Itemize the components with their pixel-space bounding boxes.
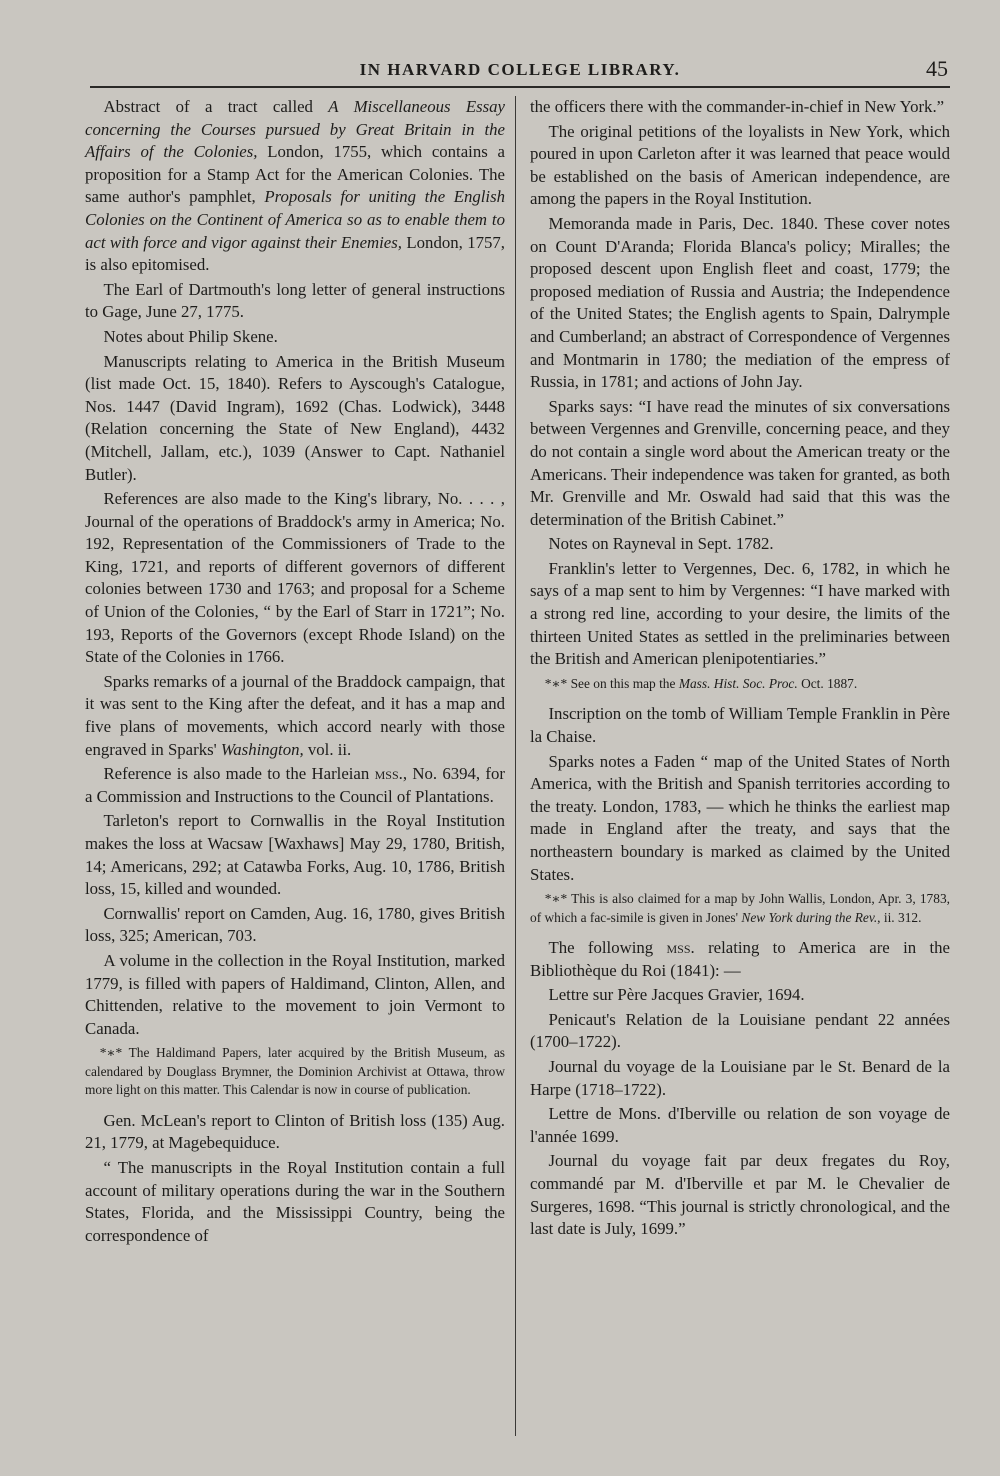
paragraph: Sparks says: “I have read the minutes of six conversations between Vergennes and Grenville, concerning peace, and they do not contain a single word about the American treaty or the Americans. Their independence was taken for granted, as both Mr. Grenville and Mr. Oswald had said that this was the determination of the British Cabinet.” bbox=[530, 396, 950, 529]
footnote bbox=[530, 675, 950, 694]
text-run: The following bbox=[548, 938, 667, 958]
footnote: *∗* The Haldimand Papers, later acquired by the British Museum, as calendared by Douglass Brymner, the Dominion Archivist at Ottawa, throw more light on this matter. This Calendar is now in course of publication. bbox=[85, 1045, 505, 1098]
text-run: relating to America are in the Bibliothèque du Roi (1841): — bbox=[530, 938, 950, 980]
paragraph: Journal du voyage de la Louisiane par le St. Benard de la Harpe (1718–1722). bbox=[530, 1057, 950, 1099]
left-column bbox=[85, 96, 505, 1249]
small-caps-run: mss. bbox=[666, 938, 695, 958]
paragraph: Lettre de Mons. d'Iberville ou relation de son voyage de l'année 1699. bbox=[530, 1104, 950, 1146]
title-italic: A Miscellaneous Essay concerning the Courses pursued by Great Britain in the Affairs of the Colonies, bbox=[85, 97, 505, 162]
text-run: Oct. 1887. bbox=[797, 675, 858, 691]
paragraph: Tarleton's report to Cornwallis in the Royal Institution makes the loss at Wacsaw [Waxhaws] May 29, 1780, British, 14; Americans, 292; at Catawba Forks, Aug. 10, 1786, British loss, 15, killed and wounded. bbox=[85, 811, 505, 899]
paragraph: Notes about Philip Skene. bbox=[103, 326, 278, 346]
paragraph: Notes on Rayneval in Sept. 1782. bbox=[548, 534, 774, 554]
paragraph bbox=[85, 763, 505, 808]
column-rule bbox=[515, 96, 516, 1436]
paragraph bbox=[530, 937, 950, 982]
title-italic: Proposals for uniting the English Colonies on the Continent of America so as to enable them to act with force and vigor against their Enemies, bbox=[85, 187, 506, 252]
text-run: *∗* See on this map the bbox=[544, 675, 679, 691]
text-run: London, 1757, is also epitomised. bbox=[85, 232, 505, 275]
footnote bbox=[530, 890, 950, 927]
right-column bbox=[530, 96, 950, 1243]
paragraph: Gen. McLean's report to Clinton of British loss (135) Aug. 21, 1779, at Magebequiduce. bbox=[85, 1110, 505, 1153]
title-italic: New York during the Rev. bbox=[741, 909, 878, 925]
paragraph: Manuscripts relating to America in the British Museum (list made Oct. 15, 1840). Refers to Ayscough's Catalogue, Nos. 1447 (David Ingram), 1692 (Chas. Lodwick), 3448 (Relation concerning the State of New England), 4432 (Mitchell, Jallam, etc.), 1039 (Answer to Capt. Nathaniel Butler). bbox=[85, 351, 505, 484]
paragraph: The Earl of Dartmouth's long letter of general instructions to Gage, June 27, 1775. bbox=[85, 279, 505, 322]
paragraph: Sparks notes a Faden “ map of the United States of North America, with the British and Spanish territories according to the treaty. London, 1783, — which he thinks the earliest map made in England after the treaty, and says that the northeastern boundary is marked as claimed by the United States. bbox=[530, 751, 950, 884]
paragraph: A volume in the collection in the Royal Institution, marked 1779, is filled with papers of Haldimand, Clinton, Allen, and Chittenden, relative to the movement to join Vermont to Canada. bbox=[85, 950, 505, 1038]
small-caps-run: mss. bbox=[374, 764, 403, 784]
title-italic: Washington, bbox=[220, 739, 304, 759]
paragraph: Penicaut's Relation de la Louisiane pendant 22 années (1700–1722). bbox=[530, 1009, 950, 1052]
paragraph: Franklin's letter to Vergennes, Dec. 6, 1782, in which he says of a map sent to him by Vergennes: “I have marked with a strong red line, according to your desire, the limits of the thirteen United States as settled in the preliminaries between the British and American plenipotentiaries.” bbox=[530, 558, 950, 669]
paragraph: Lettre sur Père Jacques Gravier, 1694. bbox=[548, 985, 805, 1005]
paragraph: Cornwallis' report on Camden, Aug. 16, 1780, gives British loss, 325; American, 703. bbox=[85, 903, 505, 946]
paragraph: Journal du voyage fait par deux fregates du Roy, commandé par M. d'Iberville et par M. le Chevalier de Surgeres, 1698. “This journal is strictly chronological, and the last date is July, 1699.” bbox=[530, 1151, 950, 1239]
text-run: London, 1755, which contains a proposition for a Stamp Act for the American Colonies. The same author's pamphlet, bbox=[85, 142, 505, 207]
text-run: Reference is also made to the Harleian bbox=[103, 764, 375, 784]
title-italic: Mass. Hist. Soc. Proc. bbox=[678, 675, 798, 691]
paragraph bbox=[85, 671, 505, 761]
text-run: , No. 6394, for a Commission and Instructions to the Council of Plantations. bbox=[85, 764, 505, 806]
paragraph: “ The manuscripts in the Royal Institution contain a full account of military operations during the war in the Southern States, Florida, and the Mississippi Country, being the correspondence of bbox=[85, 1158, 505, 1245]
text-run: Sparks remarks of a journal of the Braddock campaign, that it was sent to the King after the defeat, and it has a map and five plans of movements, which accord nearly with those engraved in Sparks' bbox=[85, 671, 505, 759]
text-run: *∗* This is also claimed for a map by John Wallis, London, Apr. 3, 1783, of which a fac-simile is given in Jones' bbox=[530, 891, 950, 925]
paragraph: Memoranda made in Paris, Dec. 1840. These cover notes on Count D'Aranda; Florida Blanca's policy; Miralles; the proposed descent upon English fleet and coast, 1779; the proposed mediation of Russia and Austria; the Independence of the United States; the English agents to Spain, Dalrymple and Cumberland; an abstract of Correspondence of Vergennes and Montmarin in 1780; the mediation of the empress of Russia, in 1781; and actions of John Jay. bbox=[530, 213, 950, 392]
paragraph: The original petitions of the loyalists in New York, which poured in upon Carleton after it was learned that peace would be established on the basis of American independence, are among the papers in the Royal Institution. bbox=[530, 121, 950, 209]
paragraph: Inscription on the tomb of William Temple Franklin in Père la Chaise. bbox=[530, 704, 950, 746]
running-header bbox=[90, 56, 950, 88]
paragraph: the officers there with the commander-in-chief in New York.” bbox=[530, 97, 945, 116]
text-run: vol. ii. bbox=[303, 739, 352, 759]
header-title: IN HARVARD COLLEGE LIBRARY. bbox=[359, 60, 681, 79]
paragraph bbox=[85, 96, 505, 277]
text-run: , ii. 312. bbox=[877, 909, 922, 925]
text-run: Abstract of a tract called bbox=[103, 97, 329, 116]
page-number: 45 bbox=[926, 56, 948, 81]
paragraph: References are also made to the King's library, No. . . . , Journal of the operations of Braddock's army in America; No. 192, Representation of the Commissioners of Trade to the King, 1721, and reports of different governors of different colonies between 1730 and 1763; and proposal for a Scheme of Union of the Colonies, “ by the Earl of Starr in 1721”; No. 193, Reports of the Governors (except Rhode Island) on the State of the Colonies in 1766. bbox=[85, 489, 505, 667]
